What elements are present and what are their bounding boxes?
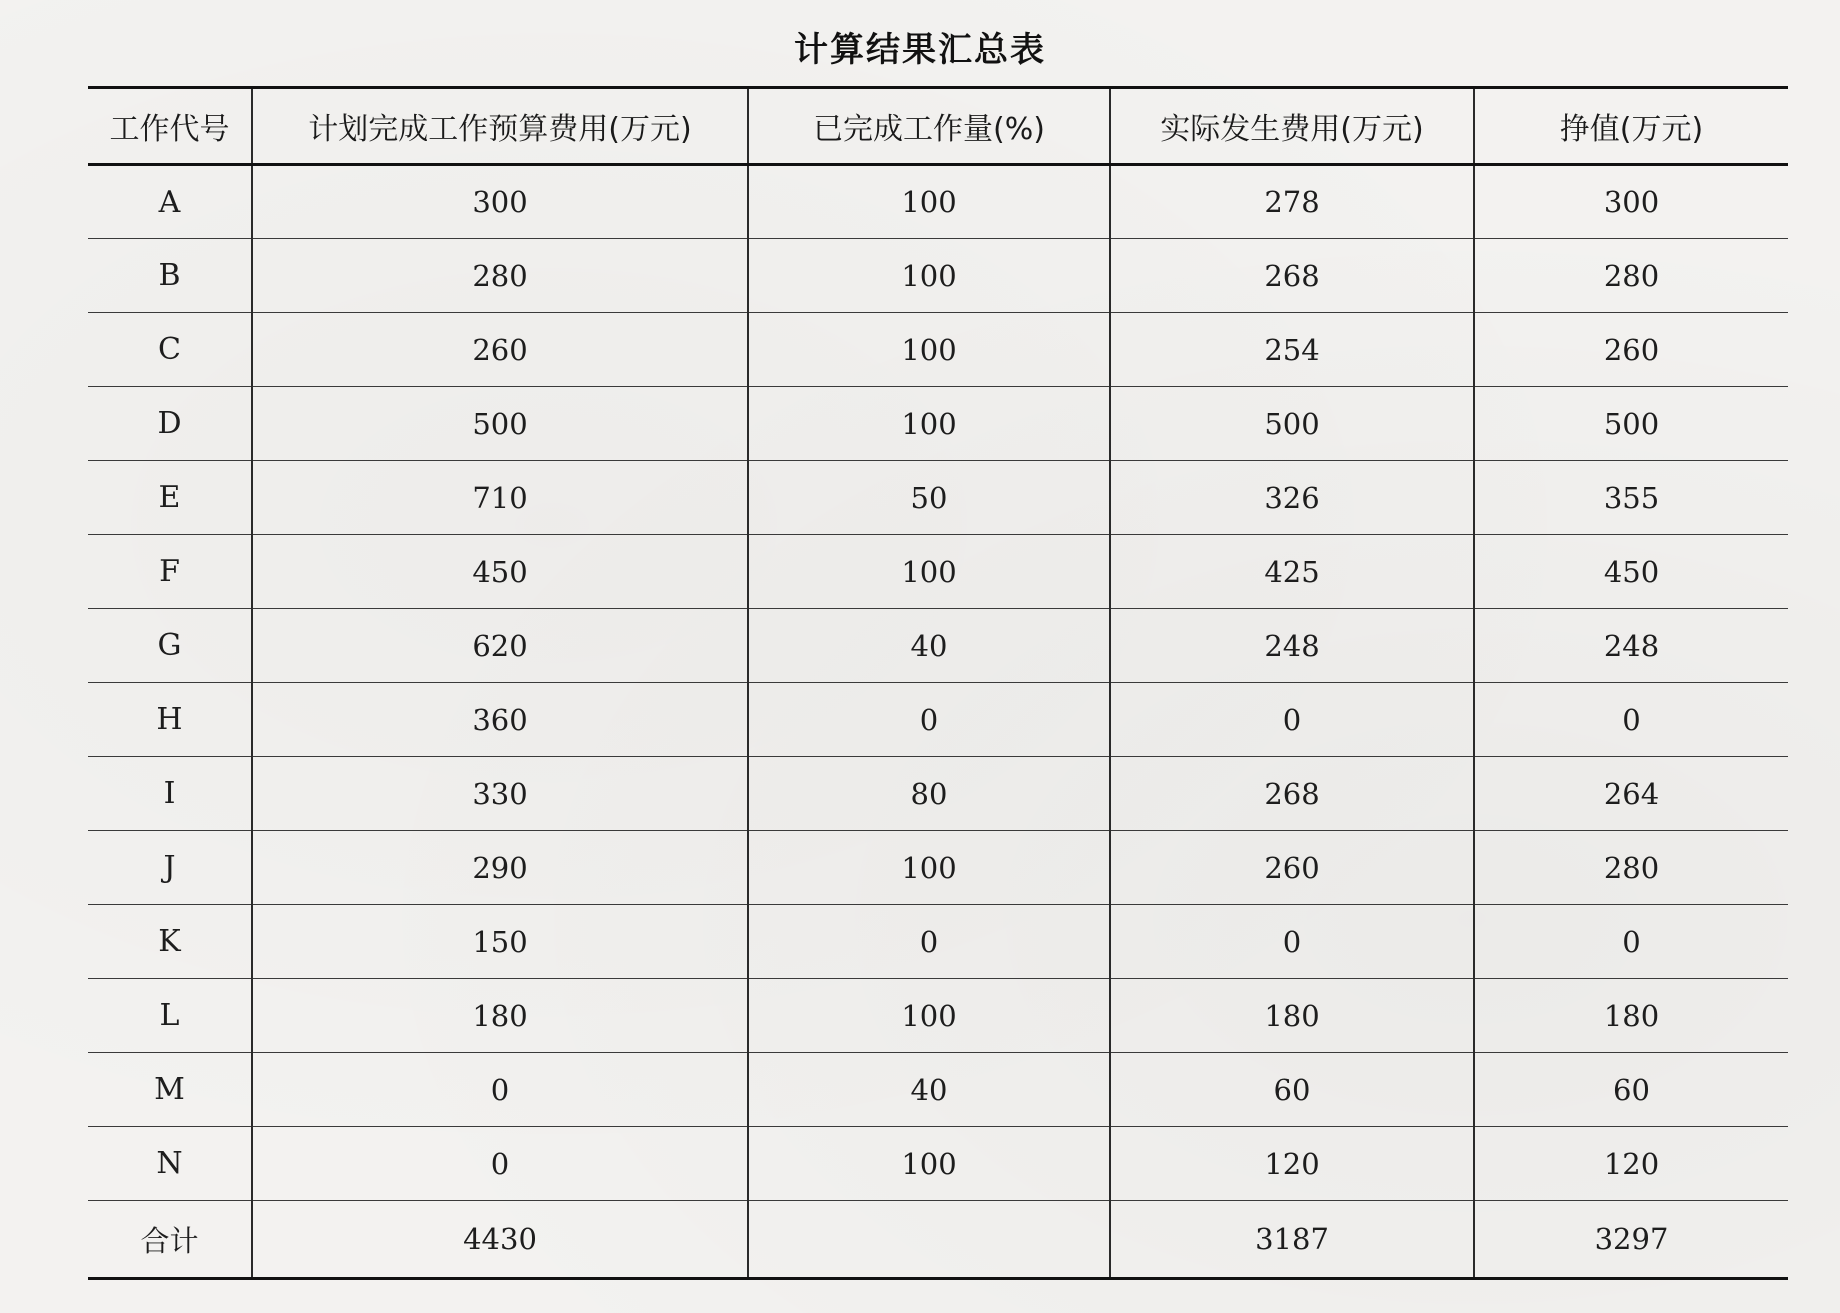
table-row <box>88 609 1788 683</box>
cell-planned-budget: 450 <box>252 535 748 609</box>
cell-actual-cost: 425 <box>1110 535 1474 609</box>
cell-work-code: E <box>88 461 252 535</box>
header-completed-percent: 已完成工作量(%) <box>748 88 1110 165</box>
header-work-code: 工作代号 <box>88 88 252 165</box>
cell-planned-budget: 710 <box>252 461 748 535</box>
header-actual-cost: 实际发生费用(万元) <box>1110 88 1474 165</box>
cell-planned-budget: 290 <box>252 831 748 905</box>
summary-table <box>88 86 1788 1280</box>
cell-planned-budget: 180 <box>252 979 748 1053</box>
cell-completed-percent: 0 <box>748 905 1110 979</box>
cell-planned-budget: 150 <box>252 905 748 979</box>
cell-earned-value: 280 <box>1474 239 1788 313</box>
cell-earned-value: 60 <box>1474 1053 1788 1127</box>
cell-planned-budget: 500 <box>252 387 748 461</box>
table-row <box>88 313 1788 387</box>
cell-completed-percent: 40 <box>748 1053 1110 1127</box>
cell-actual-cost: 180 <box>1110 979 1474 1053</box>
cell-completed-percent: 100 <box>748 979 1110 1053</box>
cell-work-code: H <box>88 683 252 757</box>
table-row <box>88 535 1788 609</box>
total-earned-value: 3297 <box>1474 1201 1788 1279</box>
cell-planned-budget: 0 <box>252 1053 748 1127</box>
cell-actual-cost: 60 <box>1110 1053 1474 1127</box>
cell-planned-budget: 260 <box>252 313 748 387</box>
cell-actual-cost: 0 <box>1110 905 1474 979</box>
total-label: 合计 <box>88 1201 252 1279</box>
table-row <box>88 165 1788 239</box>
cell-work-code: F <box>88 535 252 609</box>
cell-planned-budget: 0 <box>252 1127 748 1201</box>
cell-earned-value: 180 <box>1474 979 1788 1053</box>
table-row <box>88 757 1788 831</box>
total-row <box>88 1201 1788 1279</box>
cell-completed-percent: 100 <box>748 313 1110 387</box>
cell-completed-percent: 100 <box>748 165 1110 239</box>
cell-work-code: B <box>88 239 252 313</box>
cell-actual-cost: 0 <box>1110 683 1474 757</box>
total-planned-budget: 4430 <box>252 1201 748 1279</box>
cell-work-code: N <box>88 1127 252 1201</box>
cell-earned-value: 260 <box>1474 313 1788 387</box>
cell-earned-value: 500 <box>1474 387 1788 461</box>
header-row <box>88 88 1788 165</box>
cell-planned-budget: 280 <box>252 239 748 313</box>
cell-earned-value: 0 <box>1474 683 1788 757</box>
cell-earned-value: 300 <box>1474 165 1788 239</box>
header-earned-value: 挣值(万元) <box>1474 88 1788 165</box>
cell-earned-value: 355 <box>1474 461 1788 535</box>
cell-earned-value: 120 <box>1474 1127 1788 1201</box>
cell-completed-percent: 100 <box>748 1127 1110 1201</box>
total-actual-cost: 3187 <box>1110 1201 1474 1279</box>
cell-completed-percent: 80 <box>748 757 1110 831</box>
cell-work-code: D <box>88 387 252 461</box>
cell-work-code: K <box>88 905 252 979</box>
cell-actual-cost: 248 <box>1110 609 1474 683</box>
cell-actual-cost: 254 <box>1110 313 1474 387</box>
table-row <box>88 1127 1788 1201</box>
cell-work-code: L <box>88 979 252 1053</box>
cell-earned-value: 280 <box>1474 831 1788 905</box>
table-row <box>88 905 1788 979</box>
cell-completed-percent: 40 <box>748 609 1110 683</box>
table-title: 计算结果汇总表 <box>794 30 1046 70</box>
cell-actual-cost: 268 <box>1110 757 1474 831</box>
cell-work-code: A <box>88 165 252 239</box>
cell-completed-percent: 100 <box>748 535 1110 609</box>
cell-actual-cost: 268 <box>1110 239 1474 313</box>
cell-work-code: C <box>88 313 252 387</box>
cell-completed-percent: 100 <box>748 239 1110 313</box>
cell-completed-percent: 0 <box>748 683 1110 757</box>
cell-completed-percent: 100 <box>748 387 1110 461</box>
cell-actual-cost: 500 <box>1110 387 1474 461</box>
cell-actual-cost: 326 <box>1110 461 1474 535</box>
table-row <box>88 387 1788 461</box>
table-row <box>88 461 1788 535</box>
cell-actual-cost: 260 <box>1110 831 1474 905</box>
cell-work-code: I <box>88 757 252 831</box>
cell-planned-budget: 620 <box>252 609 748 683</box>
cell-earned-value: 0 <box>1474 905 1788 979</box>
cell-planned-budget: 300 <box>252 165 748 239</box>
cell-actual-cost: 120 <box>1110 1127 1474 1201</box>
cell-work-code: J <box>88 831 252 905</box>
cell-planned-budget: 360 <box>252 683 748 757</box>
table-row <box>88 683 1788 757</box>
table-row <box>88 1053 1788 1127</box>
header-planned-budget: 计划完成工作预算费用(万元) <box>252 88 748 165</box>
cell-work-code: G <box>88 609 252 683</box>
table-row <box>88 979 1788 1053</box>
cell-earned-value: 248 <box>1474 609 1788 683</box>
cell-completed-percent: 100 <box>748 831 1110 905</box>
table-row <box>88 831 1788 905</box>
cell-earned-value: 450 <box>1474 535 1788 609</box>
cell-work-code: M <box>88 1053 252 1127</box>
table-row <box>88 239 1788 313</box>
cell-completed-percent: 50 <box>748 461 1110 535</box>
cell-actual-cost: 278 <box>1110 165 1474 239</box>
cell-earned-value: 264 <box>1474 757 1788 831</box>
total-completed-percent <box>748 1201 1110 1279</box>
cell-planned-budget: 330 <box>252 757 748 831</box>
